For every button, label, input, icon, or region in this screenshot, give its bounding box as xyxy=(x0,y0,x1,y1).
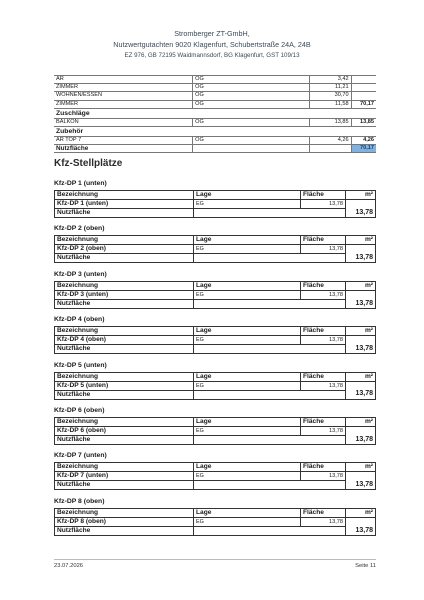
room-sum xyxy=(351,84,376,92)
ar-top-flaeche: 4,26 xyxy=(309,136,351,144)
table-row xyxy=(54,126,376,136)
parking-block xyxy=(54,450,376,490)
empty-cell xyxy=(194,481,301,490)
empty-cell xyxy=(194,345,301,354)
parking-name: Kfz-DP 8 (oben) xyxy=(55,517,194,526)
header-lage: Lage xyxy=(194,327,301,336)
parking-name: Kfz-DP 5 (unten) xyxy=(55,381,194,390)
header-bezeichnung: Bezeichnung xyxy=(55,372,194,381)
parking-total: 13,78 xyxy=(346,209,376,218)
empty-cell xyxy=(346,517,376,526)
parking-title: Kfz-DP 2 (oben) xyxy=(54,225,105,233)
nutzflaeche-label: Nutzfläche xyxy=(55,299,194,308)
empty-cell xyxy=(194,526,301,535)
parking-table xyxy=(54,235,376,263)
footer-date: 23.07.2026 xyxy=(54,563,84,569)
table-header-row xyxy=(55,236,376,245)
header-flaeche: Fläche xyxy=(301,508,346,517)
header-lage: Lage xyxy=(194,372,301,381)
empty-cell xyxy=(346,245,376,254)
room-sum: 70,17 xyxy=(351,100,376,108)
table-row xyxy=(54,92,376,100)
nutzflaeche-label: Nutzfläche xyxy=(54,145,193,153)
header-unit: m² xyxy=(346,372,376,381)
table-row xyxy=(55,336,376,345)
empty-cell xyxy=(301,299,346,308)
parking-total: 13,78 xyxy=(346,436,376,445)
header-unit: m² xyxy=(346,236,376,245)
table-row xyxy=(55,526,376,535)
parking-flaeche: 13,78 xyxy=(301,290,346,299)
nutzflaeche-label: Nutzfläche xyxy=(55,390,194,399)
header-lage: Lage xyxy=(194,191,301,200)
table-row xyxy=(54,145,376,153)
nutzflaeche-total: 70,17 xyxy=(351,145,376,153)
table-row xyxy=(54,84,376,92)
parking-total: 13,78 xyxy=(346,526,376,535)
ar-top-sum: 4,26 xyxy=(351,136,376,144)
header-unit: m² xyxy=(346,191,376,200)
table-header-row xyxy=(55,281,376,290)
room-lage: OG xyxy=(193,76,310,84)
room-lage: OG xyxy=(193,100,310,108)
table-row xyxy=(55,381,376,390)
empty-cell xyxy=(301,254,346,263)
parking-table xyxy=(54,372,376,400)
header-bezeichnung: Bezeichnung xyxy=(55,191,194,200)
parking-name: Kfz-DP 4 (oben) xyxy=(55,336,194,345)
room-flaeche: 30,70 xyxy=(309,92,351,100)
table-row xyxy=(55,481,376,490)
parking-table xyxy=(54,417,376,445)
parking-table xyxy=(54,462,376,490)
empty-cell xyxy=(194,254,301,263)
parking-table xyxy=(54,508,376,536)
table-row xyxy=(54,136,376,144)
table-header-row xyxy=(55,372,376,381)
room-name: AR xyxy=(54,76,193,84)
parking-flaeche: 13,78 xyxy=(301,245,346,254)
room-sum xyxy=(351,92,376,100)
zuschlaege-heading: Zuschläge xyxy=(54,108,376,118)
table-header-row xyxy=(55,463,376,472)
header-lage: Lage xyxy=(194,418,301,427)
parking-title: Kfz-DP 1 (unten) xyxy=(54,180,107,187)
parking-block xyxy=(54,314,376,354)
parking-title: Kfz-DP 3 (unten) xyxy=(54,270,107,278)
header-lage: Lage xyxy=(194,508,301,517)
room-name: ZIMMER xyxy=(54,100,193,108)
parking-lage: EG xyxy=(194,245,301,254)
parking-table xyxy=(54,281,376,309)
parking-total: 13,78 xyxy=(346,390,376,399)
header-lage: Lage xyxy=(194,236,301,245)
parking-block xyxy=(54,496,376,536)
empty-cell xyxy=(194,299,301,308)
room-name: ZIMMER xyxy=(54,84,193,92)
parking-lage: EG xyxy=(194,517,301,526)
balkon-lage: OG xyxy=(193,118,310,126)
section-title: Kfz-Stellplätze xyxy=(54,158,123,169)
parking-title: Kfz-DP 4 (oben) xyxy=(54,316,105,324)
empty-cell xyxy=(346,290,376,299)
empty-cell xyxy=(346,427,376,436)
parking-name: Kfz-DP 2 (oben) xyxy=(55,245,194,254)
parking-name: Kfz-DP 6 (oben) xyxy=(55,427,194,436)
document-header xyxy=(0,28,424,61)
header-unit: m² xyxy=(346,463,376,472)
header-flaeche: Fläche xyxy=(301,327,346,336)
empty-cell xyxy=(301,436,346,445)
empty-cell xyxy=(301,526,346,535)
company-name: Stromberger ZT-GmbH, xyxy=(174,29,250,38)
table-row xyxy=(55,472,376,481)
parking-flaeche: 13,78 xyxy=(301,200,346,209)
table-row xyxy=(55,517,376,526)
nutzflaeche-label: Nutzfläche xyxy=(55,481,194,490)
parking-flaeche: 13,78 xyxy=(301,472,346,481)
parking-title: Kfz-DP 5 (unten) xyxy=(54,361,107,369)
parking-total: 13,78 xyxy=(346,254,376,263)
empty-cell xyxy=(346,200,376,209)
ar-top-lage: OG xyxy=(193,136,310,144)
header-bezeichnung: Bezeichnung xyxy=(55,418,194,427)
parking-title: Kfz-DP 6 (oben) xyxy=(54,407,105,414)
header-unit: m² xyxy=(346,508,376,517)
balkon-flaeche: 13,85 xyxy=(309,118,351,126)
nutzflaeche-label: Nutzfläche xyxy=(55,209,194,218)
parking-title: Kfz-DP 7 (unten) xyxy=(54,452,107,460)
table-header-row xyxy=(55,191,376,200)
header-bezeichnung: Bezeichnung xyxy=(55,281,194,290)
room-flaeche: 11,21 xyxy=(309,84,351,92)
empty-cell xyxy=(301,345,346,354)
table-row xyxy=(55,345,376,354)
balkon-sum: 13,85 xyxy=(351,118,376,126)
empty-cell xyxy=(346,381,376,390)
parking-lage: EG xyxy=(194,336,301,345)
empty-cell xyxy=(194,436,301,445)
empty-cell xyxy=(309,145,351,153)
table-header-row xyxy=(55,418,376,427)
ar-top-name: AR TOP 7 xyxy=(54,136,193,144)
empty-cell xyxy=(301,390,346,399)
header-unit: m² xyxy=(346,281,376,290)
document-title: Nutzwertgutachten 9020 Klagenfurt, Schubertstraße 24A, 24B xyxy=(113,40,311,49)
header-bezeichnung: Bezeichnung xyxy=(55,508,194,517)
empty-cell xyxy=(193,145,310,153)
empty-cell xyxy=(301,209,346,218)
parking-title: Kfz-DP 8 (oben) xyxy=(54,497,105,505)
page-footer xyxy=(54,559,376,569)
nutzflaeche-label: Nutzfläche xyxy=(55,345,194,354)
header-bezeichnung: Bezeichnung xyxy=(55,463,194,472)
nutzflaeche-label: Nutzfläche xyxy=(55,526,194,535)
parking-flaeche: 13,78 xyxy=(301,427,346,436)
rooms-table xyxy=(54,75,376,153)
header-flaeche: Fläche xyxy=(301,236,346,245)
balkon-name: BALKON xyxy=(54,118,193,126)
table-row xyxy=(55,209,376,218)
property-reference: EZ 976, GB 72195 Waidmannsdorf, BG Klagenfurt, GST 109/13 xyxy=(124,52,300,59)
nutzflaeche-label: Nutzfläche xyxy=(55,254,194,263)
table-row xyxy=(55,200,376,209)
header-bezeichnung: Bezeichnung xyxy=(55,236,194,245)
parking-table xyxy=(54,190,376,218)
table-row xyxy=(55,390,376,399)
parking-block xyxy=(54,405,376,445)
table-row xyxy=(54,118,376,126)
table-row xyxy=(54,108,376,118)
parking-flaeche: 13,78 xyxy=(301,336,346,345)
parking-lage: EG xyxy=(194,427,301,436)
header-flaeche: Fläche xyxy=(301,463,346,472)
parking-total: 13,78 xyxy=(346,345,376,354)
parking-lage: EG xyxy=(194,381,301,390)
parking-block xyxy=(54,178,376,218)
parking-flaeche: 13,78 xyxy=(301,517,346,526)
parking-lage: EG xyxy=(194,472,301,481)
room-lage: OG xyxy=(193,84,310,92)
room-flaeche: 3,42 xyxy=(309,76,351,84)
parking-lage: EG xyxy=(194,290,301,299)
header-flaeche: Fläche xyxy=(301,191,346,200)
empty-cell xyxy=(346,336,376,345)
parking-block xyxy=(54,360,376,400)
table-row xyxy=(55,290,376,299)
page-number: Seite 11 xyxy=(355,563,376,569)
parking-block xyxy=(54,223,376,263)
parking-name: Kfz-DP 1 (unten) xyxy=(55,200,194,209)
parking-total: 13,78 xyxy=(346,481,376,490)
empty-cell xyxy=(194,390,301,399)
table-row xyxy=(55,254,376,263)
header-lage: Lage xyxy=(194,463,301,472)
header-unit: m² xyxy=(346,327,376,336)
table-row xyxy=(55,436,376,445)
header-lage: Lage xyxy=(194,281,301,290)
room-lage: OG xyxy=(193,92,310,100)
parking-flaeche: 13,78 xyxy=(301,381,346,390)
parking-name: Kfz-DP 3 (unten) xyxy=(55,290,194,299)
table-row xyxy=(55,245,376,254)
header-unit: m² xyxy=(346,418,376,427)
parking-table xyxy=(54,326,376,354)
table-header-row xyxy=(55,508,376,517)
empty-cell xyxy=(194,209,301,218)
zubehoer-heading: Zubehör xyxy=(54,126,376,136)
room-name: WOHNEN/ESSEN xyxy=(54,92,193,100)
table-header-row xyxy=(55,327,376,336)
parking-block xyxy=(54,269,376,309)
room-sum xyxy=(351,76,376,84)
table-row xyxy=(55,299,376,308)
room-flaeche: 11,58 xyxy=(309,100,351,108)
table-row xyxy=(54,100,376,108)
empty-cell xyxy=(346,472,376,481)
nutzflaeche-label: Nutzfläche xyxy=(55,436,194,445)
parking-total: 13,78 xyxy=(346,299,376,308)
empty-cell xyxy=(301,481,346,490)
header-flaeche: Fläche xyxy=(301,372,346,381)
parking-name: Kfz-DP 7 (unten) xyxy=(55,472,194,481)
table-row xyxy=(55,427,376,436)
header-flaeche: Fläche xyxy=(301,281,346,290)
header-flaeche: Fläche xyxy=(301,418,346,427)
parking-lage: EG xyxy=(194,200,301,209)
table-row xyxy=(54,76,376,84)
header-bezeichnung: Bezeichnung xyxy=(55,327,194,336)
